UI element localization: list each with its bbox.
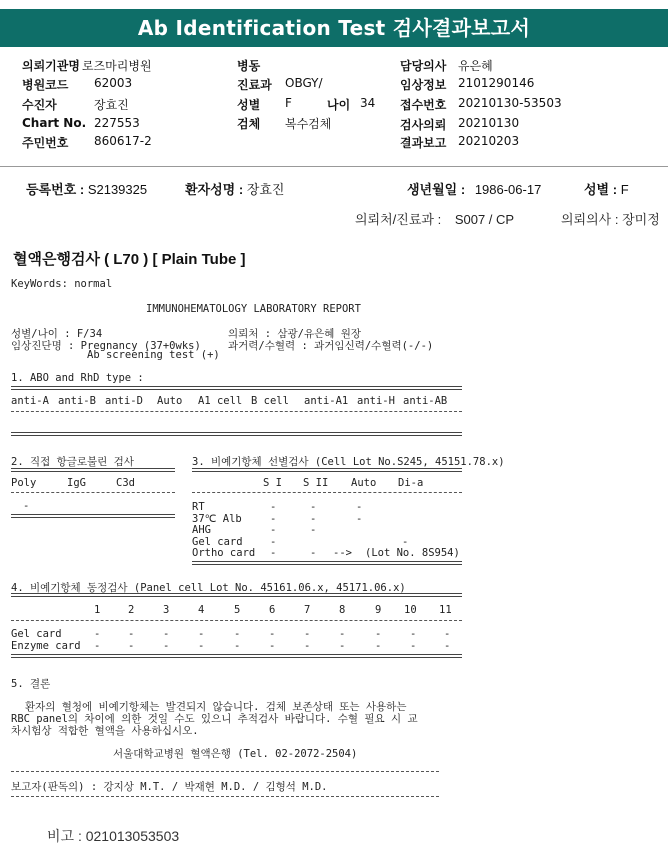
info-row-hospital-code: 병원코드 62003 — [22, 76, 133, 92]
s1-header: anti-AB — [403, 395, 448, 407]
s3-row-label: Ortho card — [192, 547, 256, 559]
s4-cell: - — [304, 640, 311, 652]
s2-value: - — [23, 500, 30, 512]
info-row-ward: 병동 — [237, 59, 261, 73]
rule — [11, 796, 439, 797]
s4-row-label: Enzyme card — [11, 640, 81, 652]
s4-cell: - — [339, 640, 346, 652]
hospital-contact: 서울대학교병원 혈액은행 (Tel. 02-2072-2504) — [113, 748, 358, 760]
s4-header: 3 — [163, 604, 170, 616]
s3-cell: - — [402, 536, 409, 548]
patient-birth: 생년월일 : 1986-06-17 — [407, 182, 542, 197]
s1-header: anti-D — [105, 395, 143, 407]
diagnosis-1: 임상진단명 : Pregnancy (37+0wks) — [11, 340, 201, 352]
history: 과거력/수혈력 : 과거임신력/수혈력(-/-) — [228, 340, 434, 352]
s4-header: 5 — [234, 604, 241, 616]
s1-header: anti-B — [58, 395, 96, 407]
s4-cell: - — [269, 640, 276, 652]
rule — [192, 561, 462, 565]
s3-cell: - — [310, 547, 317, 559]
s3-row-label: Gel card — [192, 536, 243, 548]
s4-cell: - — [304, 628, 311, 640]
s3-cell: - — [310, 513, 317, 525]
rule — [11, 514, 175, 518]
s3-header: S I — [263, 477, 282, 489]
s4-cell: - — [94, 628, 101, 640]
info-row-dept: 진료과 OBGY/ — [237, 76, 323, 92]
conclusion-line: RBC panel의 차이에 의한 것일 수도 있으니 추적검사 바랍니다. 수혈 필요 시 교 — [11, 713, 418, 725]
info-row-request: 검사의뢰 20210130 — [400, 116, 520, 132]
s4-cell: - — [234, 640, 241, 652]
info-row-patient: 수진자 장효진 — [22, 98, 129, 112]
s3-row-label: RT — [192, 501, 205, 513]
s3-cell: - — [270, 513, 277, 525]
s5-title: 5. 결론 — [11, 678, 51, 690]
s4-cell: - — [163, 640, 170, 652]
conclusion-line: 차시험상 적합한 혈액을 사용하십시오. — [11, 725, 199, 737]
s3-header: Di-a — [398, 477, 424, 489]
s4-cell: - — [339, 628, 346, 640]
report-title: Ab Identification Test 검사결과보고서 — [0, 9, 668, 47]
conclusion-line: 환자의 혈청에 비예기항체는 발견되지 않습니다. 검체 보존상태 또는 사용하는 — [25, 701, 407, 713]
s1-header: Auto — [157, 395, 183, 407]
rule — [11, 492, 175, 493]
info-row-chart: Chart No. 227553 — [22, 116, 140, 130]
s4-header: 1 — [94, 604, 101, 616]
s4-cell: - — [444, 640, 451, 652]
info-row-doctor: 담당의사 유은혜 — [400, 59, 493, 73]
s4-cell: - — [410, 628, 417, 640]
s2-header: C3d — [116, 477, 135, 489]
sex-age: 성별/나이 : F/34 — [11, 328, 103, 340]
rule — [192, 492, 462, 493]
rule — [11, 386, 462, 390]
s3-title: 3. 비예기항체 선별검사 (Cell Lot No.S245, 45151.78.x) — [192, 456, 505, 468]
s4-header: 10 — [404, 604, 417, 616]
s4-cell: - — [128, 628, 135, 640]
s3-cell: - — [356, 501, 363, 513]
rule — [11, 468, 175, 472]
s4-cell: - — [234, 628, 241, 640]
s3-row-label: 37℃ Alb — [192, 513, 242, 525]
keywords: KeyWords: normal — [11, 278, 113, 290]
patient-name: 환자성명 : 장효진 — [185, 182, 285, 197]
s4-cell: - — [375, 628, 382, 640]
rule — [192, 468, 462, 472]
lab-title: IMMUNOHEMATOLOGY LABORATORY REPORT — [146, 303, 361, 315]
s3-cell: - — [356, 513, 363, 525]
s1-header: anti-A1 — [304, 395, 349, 407]
s4-cell: - — [163, 628, 170, 640]
s4-row-label: Gel card — [11, 628, 62, 640]
s3-row-label: AHG — [192, 524, 211, 536]
s2-header: IgG — [67, 477, 86, 489]
s3-cell: - — [270, 536, 277, 548]
s4-cell: - — [444, 628, 451, 640]
s3-lot: (Lot No. 8S954) — [365, 547, 460, 559]
patient-doctor: 의뢰의사 : 장미정 — [561, 212, 660, 227]
rule — [11, 620, 462, 621]
s3-cell: --> — [333, 547, 352, 559]
s4-cell: - — [128, 640, 135, 652]
info-row-specimen: 검체 복수검체 — [237, 117, 332, 131]
rule — [11, 411, 462, 412]
divider — [0, 166, 668, 167]
s3-cell: - — [310, 501, 317, 513]
section-title: 혈액은행검사 ( L70 ) [ Plain Tube ] — [13, 251, 246, 268]
s4-cell: - — [198, 628, 205, 640]
patient-reg: 등록번호 : S2139325 — [26, 182, 148, 197]
s4-header: 7 — [304, 604, 311, 616]
s1-title: 1. ABO and RhD type : — [11, 372, 144, 384]
s4-header: 4 — [198, 604, 205, 616]
s3-header: Auto — [351, 477, 377, 489]
s4-cell: - — [410, 640, 417, 652]
s4-cell: - — [94, 640, 101, 652]
rule — [11, 771, 439, 772]
info-row-age: 나이 34 — [327, 96, 376, 112]
diagnosis-2: Ab screening test (+) — [87, 349, 220, 361]
s4-header: 11 — [439, 604, 452, 616]
rule — [11, 654, 462, 658]
s4-header: 6 — [269, 604, 276, 616]
info-row-receipt: 접수번호 20210130-53503 — [400, 96, 562, 112]
s4-cell: - — [375, 640, 382, 652]
s1-header: anti-A — [11, 395, 49, 407]
s4-title: 4. 비예기항체 동정검사 (Panel cell Lot No. 45161.06.x, 45171.06.x) — [11, 582, 406, 594]
info-row-clinical: 임상정보 2101290146 — [400, 76, 535, 92]
info-row-report: 결과보고 20210203 — [400, 134, 520, 150]
reporter: 보고자(판독의) : 강지상 M.T. / 박재현 M.D. / 김형석 M.D. — [11, 781, 328, 793]
patient-dept: 의뢰처/진료과 : S007 / CP — [355, 212, 515, 227]
rule — [11, 432, 462, 436]
info-row-sex: 성별 F — [237, 96, 292, 112]
s4-header: 2 — [128, 604, 135, 616]
s4-header: 8 — [339, 604, 346, 616]
s3-cell: - — [310, 524, 317, 536]
s4-header: 9 — [375, 604, 382, 616]
s1-header: B cell — [251, 395, 289, 407]
s4-cell: - — [198, 640, 205, 652]
info-row-hospital: 의뢰기관명 로즈마리병원 — [22, 59, 152, 73]
s3-cell: - — [270, 524, 277, 536]
rule — [11, 593, 462, 597]
s3-cell: - — [270, 547, 277, 559]
s4-cell: - — [269, 628, 276, 640]
s2-title: 2. 직접 항글로불린 검사 — [11, 456, 134, 468]
requester: 의뢰처 : 삼광/유은혜 원장 — [228, 328, 362, 340]
s1-header: A1 cell — [198, 395, 243, 407]
s3-header: S II — [303, 477, 329, 489]
info-row-id: 주민번호 860617-2 — [22, 134, 152, 150]
s2-header: Poly — [11, 477, 37, 489]
s1-header: anti-H — [357, 395, 395, 407]
patient-sex: 성별 : F — [584, 182, 629, 197]
footer-note: 비고 : 021013053503 — [47, 828, 180, 844]
s3-cell: - — [270, 501, 277, 513]
